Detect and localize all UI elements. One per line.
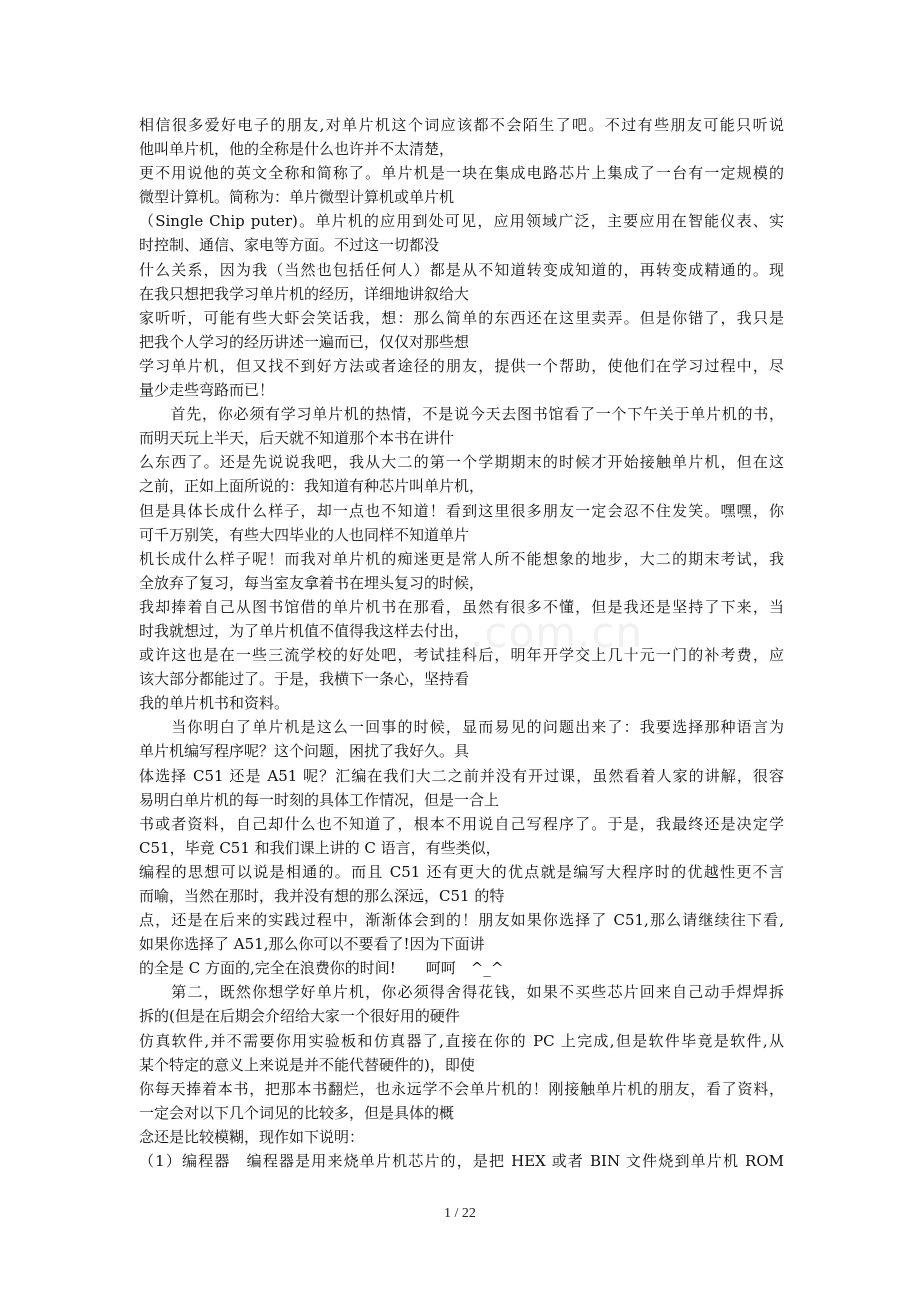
page-number: 1 / 22 — [444, 1206, 476, 1221]
text-line: 体选择 C51 还是 A51 呢？汇编在我们大二之前并没有开过课，虽然看着人家的讲解，很容 — [139, 766, 784, 785]
text-line: 某个特定的意义上来说是并不能代替硬件的)，即使 — [139, 1055, 475, 1074]
text-line: 在我只想把我学习单片机的经历，详细地讲叙给大 — [139, 284, 470, 303]
text-line: 而喻，当然在那时，我并没有想的那么深远，C51 的特 — [139, 887, 505, 905]
text-line: （Single Chip puter)。单片机的应用到处可见，应用领域广泛，主要应用在智能仪表、实 — [139, 212, 784, 231]
text-line: 或许这也是在一些三流学校的好处吧，考试挂科后，明年开学交上几十元一门的补考费，应 — [139, 646, 784, 665]
text-line: 当你明白了单片机是这么一回事的时候，显而易见的问题出来了：我要选择那种语言为 — [139, 718, 784, 737]
text-line: 量少走些弯路而已！ — [139, 381, 275, 400]
text-line: 你每天捧着本书，把那本书翻烂，也永远学不会单片机的！刚接触单片机的朋友，看了资料， — [139, 1079, 784, 1098]
text-line: 编程的思想可以说是相通的。而且 C51 还有更大的优点就是编写大程序时的优越性更不言 — [139, 862, 784, 881]
text-line: 相信很多爱好电子的朋友,对单片机这个词应该都不会陌生了吧。不过有些朋友可能只听说 — [139, 116, 784, 134]
text-line: 学习单片机，但又找不到好方法或者途径的朋友，提供一个帮助，使他们在学习过程中，尽 — [139, 356, 784, 375]
text-line: 单片机编写程序呢？这个问题，困扰了我好久。具 — [139, 742, 470, 761]
text-line: 机长成什么样子呢！而我对单片机的痴迷更是常人所不能想象的地步，大二的期末考试，我 — [139, 549, 784, 568]
text-line: 点，还是在后来的实践过程中，渐渐体会到的！朋友如果你选择了 C51,那么请继续往下看, — [139, 911, 784, 930]
text-line: 时我就想过，为了单片机值不值得我这样去付出， — [139, 621, 470, 640]
text-line: 么东西了。还是先说说我吧，我从大二的第一个学期期末的时候才开始接触单片机，但在这 — [139, 453, 784, 472]
text-line: 把我个人学习的经历讲述一遍而已，仅仅对那些想 — [139, 332, 470, 351]
text-line: 他叫单片机，他的全称是什么也许并不太清楚， — [139, 140, 455, 159]
text-line: 书或者资料，自己却什么也不知道了，根本不用说自己写程序了。于是，我最终还是决定学 — [139, 814, 784, 833]
text-line: 如果你选择了 A51,那么你可以不要看了!因为下面讲 — [139, 935, 485, 954]
text-line: 的全是 C 方面的,完全在浪费你的时间! 呵呵 ^_^ — [139, 959, 504, 978]
text-line: 首先，你必须有学习单片机的热情，不是说今天去图书馆看了一个下午关于单片机的书， — [139, 405, 784, 424]
text-line: 更不用说他的英文全称和简称了。单片机是一块在集成电路芯片上集成了一台有一定规模的 — [139, 164, 784, 183]
text-line: 时控制、通信、家电等方面。不过这一切都没 — [139, 236, 440, 255]
text-line: 一定会对以下几个词见的比较多，但是具体的概 — [139, 1103, 455, 1122]
text-line: 之前，正如上面所说的：我知道有种芯片叫单片机， — [139, 477, 485, 496]
text-line: 全放弃了复习，每当室友拿着书在埋头复习的时候， — [139, 573, 485, 592]
text-line: 我却捧着自己从图书馆借的单片机书在那看，虽然有很多不懂，但是我还是坚持了下来，当 — [139, 597, 784, 616]
watermark: .com.cn — [470, 608, 644, 657]
text-line: 但是具体长成什么样子，却一点也不知道！看到这里很多朋友一定会忍不住发笑。嘿嘿，你 — [139, 501, 784, 520]
text-line: 家听听，可能有些大虾会笑话我，想：那么简单的东西还在这里卖弄。但是你错了，我只是 — [139, 308, 784, 327]
text-line: 该大部分都能过了。于是，我横下一条心，坚持看 — [139, 670, 470, 689]
text-line: 第二，既然你想学好单片机，你必须得舍得花钱，如果不买些芯片回来自己动手焊焊拆 — [139, 983, 784, 1002]
text-line: 我的单片机书和资料。 — [139, 694, 290, 713]
text-line: 而明天玩上半天，后天就不知道那个本书在讲什 — [139, 429, 455, 448]
text-line: 易明白单片机的每一时刻的具体工作情况，但是一合上 — [139, 790, 500, 809]
text-line: 拆的(但是在后期会介绍给大家一个很好用的硬件 — [139, 1007, 460, 1026]
body-text — [139, 113, 784, 1173]
text-line: 仿真软件,并不需要你用实验板和仿真器了,直接在你的 PC 上完成,但是软件毕竟是软件,从 — [139, 1031, 784, 1050]
text-line: 什么关系，因为我（当然也包括任何人）都是从不知道转变成知道的，再转变成精通的。现 — [139, 260, 784, 279]
text-line: 可千万别笑，有些大四毕业的人也同样不知道单片 — [139, 525, 470, 544]
text-line: C51，毕竟 C51 和我们课上讲的 C 语言，有些类似， — [139, 838, 501, 857]
text-line: 微型计算机。简称为：单片微型计算机或单片机 — [139, 188, 455, 207]
text-line: 念还是比较模糊，现作如下说明： — [139, 1127, 365, 1146]
text-line: （1）编程器 编程器是用来烧单片机芯片的，是把 HEX 或者 BIN 文件烧到单片机 ROM — [139, 1152, 784, 1171]
